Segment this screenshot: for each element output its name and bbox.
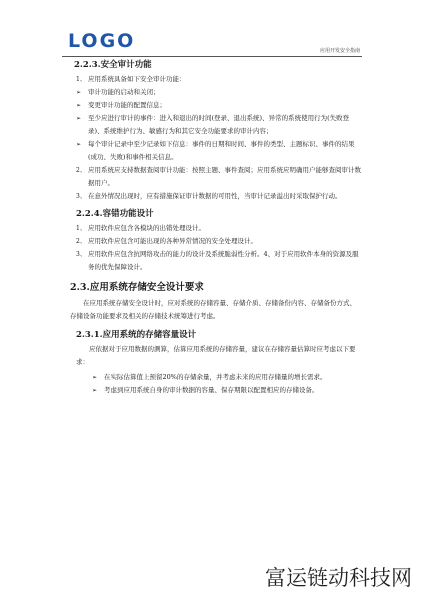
list-marker: 1、 — [76, 225, 86, 232]
heading-2-2-4: 2.2.4.容错功能设计 — [76, 209, 154, 219]
document-body — [70, 58, 362, 397]
heading-2-3: 2.3.应用系统存储安全设计要求 — [70, 282, 204, 293]
list-item-text: 变更审计功能的配置信息； — [88, 101, 166, 109]
heading-2-3-1: 2.3.1.应用系统的存储容量设计 — [76, 330, 197, 340]
list-item — [76, 384, 362, 397]
list-marker: ➢ — [76, 141, 82, 148]
list-marker: 2、 — [76, 167, 86, 174]
list-marker: 3、 — [76, 193, 86, 200]
list-item-text: 考虑到应用系统自身的审计数据的容量、保存期限以配置相应的存储设备。 — [104, 386, 319, 394]
list-item-text: 至少应进行审计的事件：进入和退出的时间(登录、退出系统)、异常的系统使用行为(失败登录)、系统维护行为、敏感行为和其它安全功能要求的审计内容； — [88, 114, 350, 135]
list-marker: ➢ — [92, 387, 98, 394]
fault-tolerance-list — [76, 222, 362, 274]
list-item — [76, 138, 362, 164]
list-marker: ➢ — [76, 89, 82, 96]
list-marker: 3、 — [76, 251, 86, 258]
list-item — [76, 86, 362, 99]
watermark: 富运链动科技网 — [265, 566, 412, 590]
heading-2-2-3: 2.2.3.安全审计功能 — [74, 60, 152, 70]
list-item — [76, 99, 362, 112]
list-item-text: 在意外情况出现时，应有措施保证审计数据的可用性，当审计记录溢出时采取保护行动。 — [88, 192, 342, 200]
list-item-text: 审计功能的启动和关闭； — [88, 88, 160, 96]
capacity-list — [76, 371, 362, 397]
list-item-text: 每个审计记录中至少记录如下信息：事件的日期和时间、事件的类型、主题标识、事件的结果(成功、失败)和事件相关信息。 — [88, 140, 355, 161]
list-item-text: 应用软件应包含可能出现的各种异常情况的安全处理设计。 — [88, 237, 257, 245]
list-marker: ➢ — [92, 374, 98, 381]
list-marker: 2、 — [76, 238, 86, 245]
audit-list — [76, 73, 362, 203]
list-item-text: 应用系统具备如下安全审计功能： — [88, 75, 186, 83]
list-item-text: 应用系统应支持数据查阅审计功能：按照主题、事件查阅；应用系统应明确用户能够查阅审计数据用户。 — [88, 166, 361, 187]
list-item — [76, 73, 362, 86]
list-item — [76, 248, 362, 274]
list-item — [76, 371, 362, 384]
list-item — [76, 190, 362, 203]
list-item-text: 应用软件应包含抗网络攻击的能力的设计及系统脆弱性分析。4、对于应用软件本身的资源及服务的优先保障设计。 — [88, 250, 359, 271]
list-item — [76, 112, 362, 138]
page-header — [62, 26, 362, 57]
list-item-text: 应用软件应包含各模块的出错处理设计。 — [88, 224, 205, 232]
capacity-paragraph: 应依据对于应用数据的测算，估算应用系统的存储容量，建议在存储容量估算时应考虑以下要求： — [76, 345, 356, 366]
doc-title: 应用开发安全指南 — [319, 48, 360, 54]
list-item — [76, 235, 362, 248]
list-marker: ➢ — [76, 115, 82, 122]
list-item-text: 在实际估算值上预留20%的存储余量，并考虑未来的应用存储量的增长需求。 — [104, 373, 327, 381]
list-item — [76, 164, 362, 190]
list-marker: 1、 — [76, 76, 86, 83]
logo: LOGO — [68, 30, 136, 52]
list-item — [76, 222, 362, 235]
storage-intro-paragraph: 在应用系统存储安全设计时，应对系统的存储容量、存储介质、存储备份内容、存储备份方式、存储设备功能要求及相关的存储技术统筹进行考虑。 — [70, 299, 356, 320]
list-marker: ➢ — [76, 102, 82, 109]
